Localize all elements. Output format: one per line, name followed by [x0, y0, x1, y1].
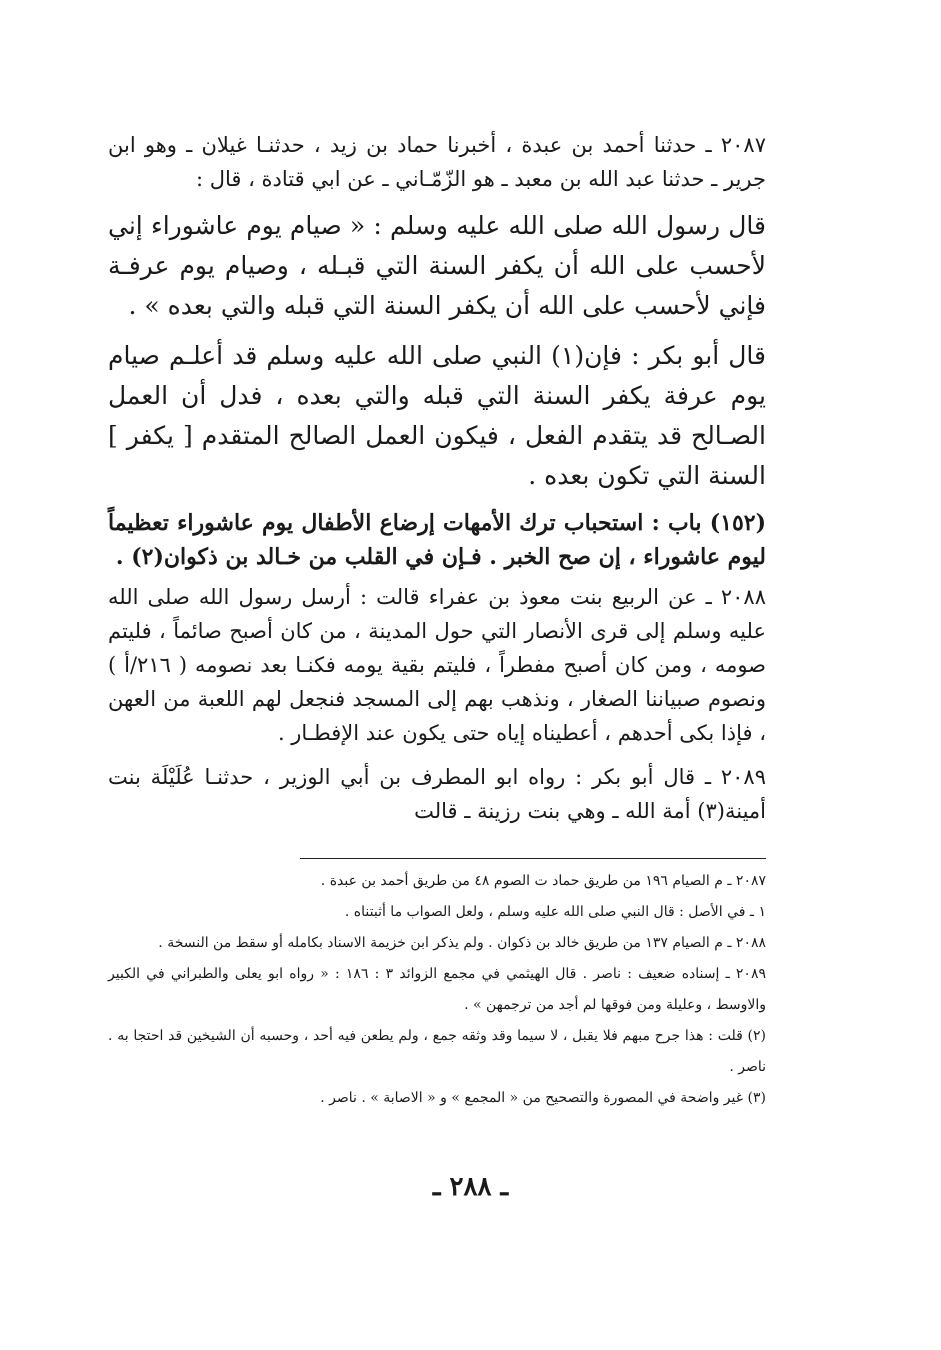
footnote: ١ ـ في الأصل : قال النبي صلى الله عليه وسلم ، ولعل الصواب ما أثبتناه . [344, 904, 766, 920]
hadith-2087-isnad: ٢٠٨٧ ـ حدثنا أحمد بن عبدة ، أخبرنا حماد بن زيد ، حدثنـا غيلان ـ وهو ابن جرير ـ حدثنا عبد الله بن معبد ـ هو الزّمّـاني ـ عن ابي قتادة ، قال : [108, 133, 766, 191]
hadith-2088: ٢٠٨٨ ـ عن الربيع بنت معوذ بن عفراء قالت : أرسل رسول الله صلى الله عليه وسلم إلى قرى الأنصار التي حول المدينة ، من كان أصبح صائماً ، فليتم صومه ، ومن كان أصبح مفطراً ، فليتم بقية يومه فكنـا بعد نصومه ( ٢١٦/أ ) ونصوم صبياننا الصغار ، ونذهب بهم إلى المسجد فنجعل لهم اللعبة من العهن ، فإذا بكى أحدهم ، أعطيناه إياه حتى يكون عند الإفطـار . [108, 585, 767, 745]
chapter-heading: (١٥٢) باب : استحباب ترك الأمهات إرضاع الأطفال يوم عاشوراء تعظيماً ليوم عاشوراء ، إن صح الخبر . فـإن في القلب من خـالد بن ذكوان(٢) . [108, 510, 766, 570]
footnotes [108, 866, 766, 1114]
footnote: ٢٠٨٨ ـ م الصيام ١٣٧ من طريق خالد بن ذكوان . ولم يذكر ابن خزيمة الاسناد بكامله أو سقط من النسخة . [158, 935, 766, 951]
hadith-2089: ٢٠٨٩ ـ قال أبو بكر : رواه ابو المطرف بن أبي الوزير ، حدثنـا عُلَيْلَة بنت أمينة(٣) أمة الله ـ وهي بنت رزينة ـ قالت [108, 765, 766, 823]
abu-bakr-comment: قال أبو بكر : فإن(١) النبي صلى الله عليه وسلم قد أعلـم صيام يوم عرفة يكفر السنة التي قبله والتي بعده ، فدل أن العمل الصـالح قد يتقدم الفعل ، فيكون العمل الصالح المتقدم [ يكفر ] السنة التي تكون بعده . [108, 341, 766, 490]
hadith-2087-text: قال رسول الله صلى الله عليه وسلم : « صيام يوم عاشوراء إني لأحسب على الله أن يكفر السنة التي قبـله ، وصيام يوم عرفـة فإني لأحسب على الله أن يكفر السنة التي قبله والتي بعده » . [108, 211, 766, 320]
main-text [108, 128, 766, 838]
footnote-divider [300, 858, 766, 859]
footnote: ٢٠٨٩ ـ إسناده ضعيف : ناصر . قال الهيثمي في مجمع الزوائد ٣ : ١٨٦ : « رواه ابو يعلى والطبراني في الكبير والاوسط ، وعليلة ومن فوقها لم أجد من ترجمهن » . [108, 966, 766, 1013]
footnote: (٣) غير واضحة في المصورة والتصحيح من « المجمع » و « الاصابة » . ناصر . [320, 1090, 766, 1106]
page-number: ـ ٢٨٨ ـ [432, 1172, 509, 1202]
footnote: ٢٠٨٧ ـ م الصيام ١٩٦ من طريق حماد ت الصوم ٤٨ من طريق أحمد بن عبدة . [320, 873, 766, 889]
footnote: (٢) قلت : هذا جرح مبهم فلا يقبل ، لا سيما وقد وثقه جمع ، ولم يطعن فيه أحد ، وحسبه أن الشيخين قد احتجا به . ناصر . [108, 1028, 766, 1075]
